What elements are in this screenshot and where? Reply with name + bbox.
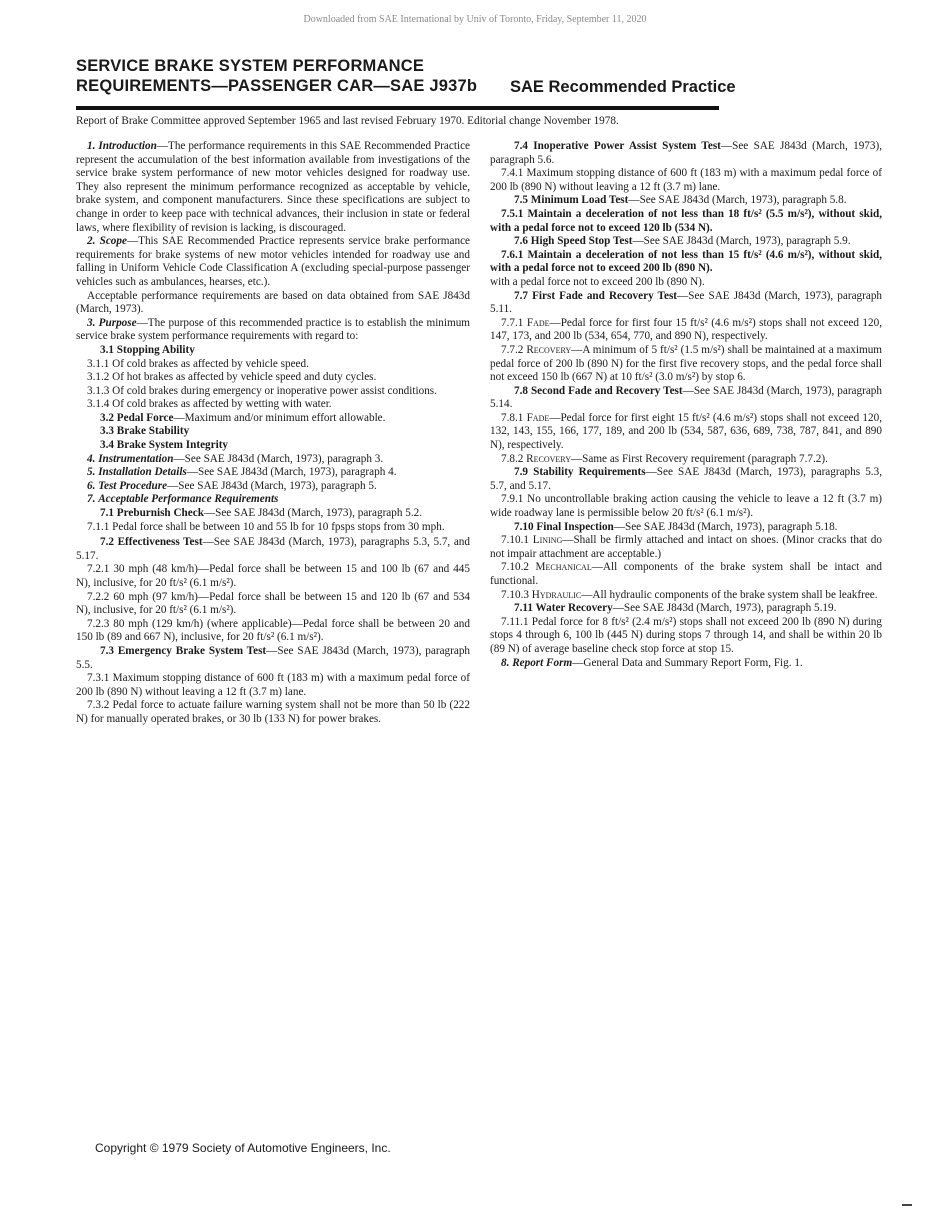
section-4-heading: Instrumentation <box>98 452 174 465</box>
section-7-4 <box>490 140 882 167</box>
document-title-line-1: SERVICE BRAKE SYSTEM PERFORMANCE <box>76 57 425 75</box>
section-7-3-1: 7.3.1 Maximum stopping distance of 600 ft (183 m) with a maximum pedal force of 200 lb (890 N) without leaving a 12 ft (3.7 m) lane. <box>76 672 470 698</box>
section-7-10-1-label: Lining <box>532 534 563 547</box>
section-7-number: 7. <box>87 493 96 506</box>
section-7-1-1: 7.1.1 Pedal force shall be between 10 and 55 lb for 10 fpsps stops from 30 mph. <box>87 520 445 533</box>
section-7-2-2: 7.2.2 60 mph (97 km/h)—Pedal force shall be between 15 and 120 lb (67 and 534 N), inclusive, for 20 ft/s² (6.1 m/s²). <box>76 590 470 617</box>
section-7-2-text: —See SAE J843d (March, 1973), paragraphs 5.3, 5.7, and 5.17. <box>76 536 470 562</box>
right-column <box>490 140 882 670</box>
section-7-2 <box>76 536 470 563</box>
section-8-heading: Report Form <box>512 656 573 669</box>
section-7-3-text: —See SAE J843d (March, 1973), paragraph 5.5. <box>76 644 471 671</box>
section-7-8-1 <box>490 412 882 453</box>
section-5-number: 5. <box>87 466 96 479</box>
document-type: SAE Recommended Practice <box>510 78 736 96</box>
section-7-10-3 <box>490 589 882 603</box>
download-note: Downloaded from SAE International by Univ of Toronto, Friday, September 11, 2020 <box>303 14 647 25</box>
section-7-4-1: 7.4.1 Maximum stopping distance of 600 ft (183 m) with a maximum pedal force of 200 lb (890 N) without leaving a 12 ft (3.7 m) lane. <box>490 167 882 193</box>
section-7-10-3-number: 7.10.3 <box>501 588 529 601</box>
section-7-11-1: 7.11.1 Pedal force for 8 ft/s² (2.4 m/s²) stops shall not exceed 200 lb (890 N) during stops 4 through 6, 100 lb (445 N) during stops 7 through 14, and shall be within 20 lb (89 N) of average baseline check stop force at stop 15. <box>490 615 882 655</box>
section-7-1 <box>76 507 470 521</box>
section-3-1-4: 3.1.4 Of cold brakes as affected by wetting with water. <box>87 398 332 411</box>
document-title-line-2: REQUIREMENTS—PASSENGER CAR—SAE J937b <box>76 77 478 95</box>
section-7-7-text: —See SAE J843d (March, 1973), paragraph 5.11. <box>490 289 883 316</box>
section-7-8-2 <box>490 453 882 467</box>
section-7-10-2-label: Mechanical <box>535 561 592 574</box>
section-7-8-1-label: Fade <box>526 411 550 424</box>
section-7-7 <box>490 290 882 317</box>
section-7-10-1 <box>490 534 882 561</box>
section-7-1-text: —See SAE J843d (March, 1973), paragraph 5.2. <box>203 507 423 520</box>
section-7-9 <box>490 466 882 493</box>
section-7-7-heading: 7.7 First Fade and Recovery Test <box>514 289 678 302</box>
section-7-1-heading: 7.1 Preburnish Check <box>100 507 204 520</box>
section-3-1-2: 3.1.2 Of hot brakes as affected by vehicle speed and duty cycles. <box>87 371 377 384</box>
section-3-2-heading: 3.2 Pedal Force <box>100 411 174 424</box>
section-7-6-text: —See SAE J843d (March, 1973), paragraph 5.9. <box>632 235 851 248</box>
section-8-number: 8. <box>501 656 510 669</box>
section-3-1-1: 3.1.1 Of cold brakes as affected by vehicle speed. <box>87 357 309 370</box>
section-5-text: —See SAE J843d (March, 1973), paragraph 4. <box>186 466 397 479</box>
section-7-2-3: 7.2.3 80 mph (129 km/h) (where applicable)—Pedal force shall be between 20 and 150 lb (89 and 667 N), inclusive, for 20 ft/s² (6.1 m/s²). <box>76 617 470 644</box>
section-4-number: 4. <box>87 452 96 465</box>
section-7-10-text: —See SAE J843d (March, 1973), paragraph 5.18. <box>613 520 838 533</box>
section-3-2 <box>76 412 470 426</box>
page-mark <box>902 1204 912 1206</box>
section-7-6-1: 7.6.1 Maintain a deceleration of not less than 15 ft/s² (4.6 m/s²), without skid, with a pedal force not to exceed 200 lb (890 N). <box>490 248 882 275</box>
section-7-requirements <box>76 493 470 507</box>
section-5-heading: Installation Details <box>98 466 187 479</box>
section-7-8-1-number: 7.8.1 <box>501 411 524 424</box>
section-7-10-2-text: —All components of the brake system shall be intact and functional. <box>490 561 882 587</box>
section-2-text: —This SAE Recommended Practice represents service brake performance requirements for brake systems of new motor vehicles intended for roadway use and falling in Uniform Vehicle Code Classification A (excluding special-purpose passenger vehicles such as ambulances, hearses, etc.). <box>76 235 470 288</box>
section-7-11-heading: 7.11 Water Recovery <box>514 602 613 615</box>
section-1-introduction <box>76 140 470 235</box>
section-1-heading: Introduction <box>98 140 157 152</box>
section-7-5-1: 7.5.1 Maintain a deceleration of not less than 18 ft/s² (5.5 m/s²), without skid, with a pedal force not to exceed 120 lb (534 N). <box>490 207 882 234</box>
section-7-5 <box>490 194 882 208</box>
section-7-11 <box>490 602 882 616</box>
section-7-7-1-number: 7.7.1 <box>501 316 524 329</box>
section-6-text: —See SAE J843d (March, 1973), paragraph 5. <box>167 479 377 492</box>
report-line: Report of Brake Committee approved September 1965 and last revised February 1970. Editorial change November 1978. <box>76 115 619 127</box>
section-7-8-heading: 7.8 Second Fade and Recovery Test <box>514 384 683 397</box>
section-7-7-2-text: —A minimum of 5 ft/s² (1.5 m/s²) shall be maintained at a maximum pedal force of 200 lb (890 N) for the first five recovery stops, and the pedal force shall not exceed 150 lb (667 N) at 10 ft/s² (3.0 m/s²) by stop 6. <box>490 343 882 384</box>
left-column <box>76 140 470 727</box>
section-7-6-1-overprint: with a pedal force not to exceed 200 lb (890 N). <box>490 275 705 288</box>
section-7-6-heading: 7.6 High Speed Stop Test <box>514 235 633 248</box>
section-7-3 <box>76 645 470 672</box>
section-7-7-2 <box>490 344 882 385</box>
section-7-7-1 <box>490 317 882 344</box>
section-6-number: 6. <box>87 479 96 492</box>
section-8-text: —General Data and Summary Report Form, Fig. 1. <box>572 656 803 669</box>
section-2-scope <box>76 235 470 289</box>
section-7-7-2-label: Recovery <box>526 343 572 356</box>
section-2-heading: Scope <box>99 235 127 248</box>
section-2-note: Acceptable performance requirements are based on data obtained from SAE J843d (March, 1973). <box>76 289 470 316</box>
section-7-10 <box>490 521 882 535</box>
section-3-text: —The purpose of this recommended practice is to establish the minimum service brake system performance requirements with regard to: <box>76 316 471 343</box>
section-3-purpose <box>76 317 470 344</box>
section-7-10-2 <box>490 561 882 588</box>
section-7-3-heading: 7.3 Emergency Brake System Test <box>100 644 267 657</box>
section-7-8-2-number: 7.8.2 <box>501 452 524 465</box>
section-6-heading: Test Procedure <box>98 479 168 492</box>
section-5-installation <box>76 466 470 480</box>
copyright-notice: Copyright © 1979 Society of Automotive Engineers, Inc. <box>95 1141 391 1155</box>
section-7-10-1-text: —Shall be firmly attached and intact on shoes. (Minor cracks that do not impair attachment are acceptable.) <box>490 534 882 560</box>
section-7-10-2-number: 7.10.2 <box>501 561 529 574</box>
section-7-10-1-number: 7.10.1 <box>501 534 529 547</box>
section-3-number: 3. <box>87 316 96 329</box>
section-7-8-1-text: —Pedal force for first eight 15 ft/s² (4.6 m/s²) stops shall not exceed 120, 132, 143, 155, 166, 177, 189, and 200 lb (534, 587, 636, 689, 738, 787, 841, and 890 N), respectively. <box>490 411 883 452</box>
section-1-text: —The performance requirements in this SAE Recommended Practice represent the accumulation of the best information available from investigations of the service brake system performance of new motor vehicles designed for roadway use. They also represent the minimum performance recognized as acceptable by vehicle, brake system, and component manufacturers. Since these specifications are subject to change in order to keep pace with technical advances, their inclusion in state or federal laws, where flexibility of revision is lacking, is discouraged. <box>76 140 471 234</box>
section-7-8 <box>490 385 882 412</box>
section-6-test-procedure <box>76 480 470 494</box>
section-7-8-text: —See SAE J843d (March, 1973), paragraph 5.14. <box>490 384 882 411</box>
section-7-6 <box>490 235 882 249</box>
section-8-report-form <box>490 657 882 671</box>
section-7-8-2-text: —Same as First Recovery requirement (paragraph 7.7.2). <box>570 452 828 465</box>
section-7-3-2: 7.3.2 Pedal force to actuate failure warning system shall not be more than 50 lb (222 N) for manually operated brakes, or 30 lb (133 N) for power brakes. <box>76 699 470 725</box>
section-2-number: 2. <box>87 235 96 248</box>
section-7-10-heading: 7.10 Final Inspection <box>514 520 614 533</box>
section-7-11-text: —See SAE J843d (March, 1973), paragraph 5.19. <box>612 602 837 615</box>
section-7-5-heading: 7.5 Minimum Load Test <box>514 194 629 207</box>
section-7-9-1: 7.9.1 No uncontrollable braking action causing the vehicle to leave a 12 ft (3.7 m) wide roadway lane is permissible below 20 ft/s² (6.1 m/s²). <box>490 493 882 520</box>
section-1-number: 1. <box>87 140 96 152</box>
section-3-3: 3.3 Brake Stability <box>100 425 190 438</box>
header-rule <box>76 106 719 110</box>
section-3-2-text: —Maximum and/or minimum effort allowable. <box>173 411 386 424</box>
section-7-2-heading: 7.2 Effectiveness Test <box>100 536 203 549</box>
section-7-9-heading: 7.9 Stability Requirements <box>514 466 646 479</box>
section-3-heading: Purpose <box>98 316 137 329</box>
section-4-text: —See SAE J843d (March, 1973), paragraph 3. <box>173 452 384 465</box>
section-7-7-1-text: —Pedal force for first four 15 ft/s² (4.6 m/s²) stops shall not exceed 120, 147, 173, and 200 lb (534, 654, 770, and 890 N), respectively. <box>490 316 883 343</box>
section-7-9-text: —See SAE J843d (March, 1973), paragraphs 5.3, 5.7, and 5.17. <box>490 466 882 492</box>
section-7-heading: Acceptable Performance Requirements <box>98 493 279 506</box>
section-3-1-3: 3.1.3 Of cold brakes during emergency or inoperative power assist conditions. <box>87 384 437 397</box>
section-4-instrumentation <box>76 453 470 467</box>
section-7-10-3-label: Hydraulic <box>531 588 582 601</box>
section-7-5-text: —See SAE J843d (March, 1973), paragraph 5.8. <box>628 194 847 207</box>
section-7-4-text: —See SAE J843d (March, 1973), paragraph 5.6. <box>490 140 883 166</box>
section-7-7-2-number: 7.7.2 <box>501 343 524 356</box>
section-7-8-2-label: Recovery <box>526 452 571 465</box>
document-title <box>76 56 496 96</box>
section-3-4: 3.4 Brake System Integrity <box>100 439 229 452</box>
section-7-10-3-text: —All hydraulic components of the brake system shall be leakfree. <box>581 588 878 601</box>
section-7-7-1-label: Fade <box>526 316 550 329</box>
section-7-2-1: 7.2.1 30 mph (48 km/h)—Pedal force shall be between 15 and 100 lb (67 and 445 N), inclusive, for 20 ft/s² (6.1 m/s²). <box>76 563 470 589</box>
section-7-4-heading: 7.4 Inoperative Power Assist System Test <box>514 140 721 152</box>
section-3-1: 3.1 Stopping Ability <box>100 343 195 356</box>
